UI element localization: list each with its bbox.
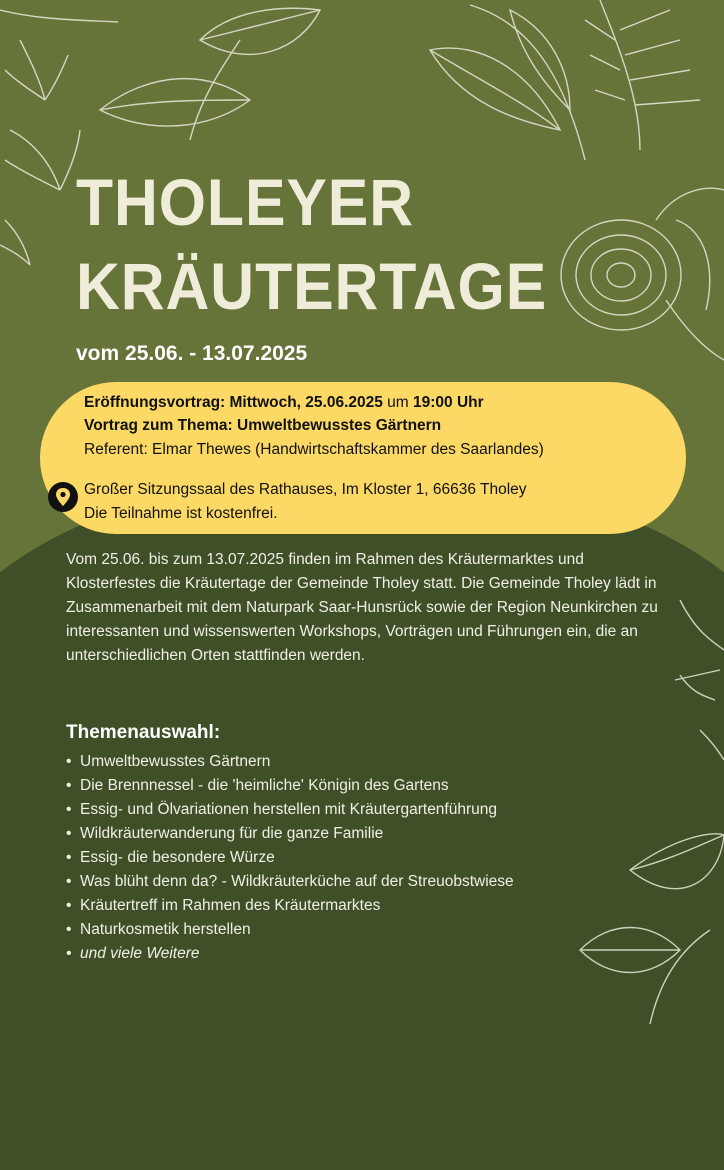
herb-leaf-icon [670,600,724,760]
topics-list [66,750,514,966]
onion-icon [556,160,724,370]
title-line-2: KRÄUTERTAGE [76,249,548,323]
opening-talk-time: 19:00 Uhr [413,394,484,411]
opening-talk-date: Eröffnungsvortrag: Mittwoch, 25.06.2025 [84,394,383,411]
list-item: • Kräutertreff im Rahmen des Kräutermarktes [66,894,514,918]
list-item: • Umweltbewusstes Gärtnern [66,750,514,774]
herb-leaf-icon [580,0,724,160]
herb-leaf-icon [90,0,330,150]
title-line-1: THOLEYER [76,165,414,239]
location-pin-icon [48,482,78,512]
info-box [40,382,686,534]
speaker-line: Referent: Elmar Thewes (Handwirtschaftskammer des Saarlandes) [84,441,544,458]
opening-talk-connector: um [382,394,414,411]
list-item: • Naturkosmetik herstellen [66,918,514,942]
list-item: • Wildkräuterwanderung für die ganze Familie [66,822,514,846]
intro-paragraph: Vom 25.06. bis zum 13.07.2025 finden im Rahmen des Kräutermarktes und Klosterfestes die Kräutertage der Gemeinde Tholey statt. Die Gemeinde Tholey lädt in Zusammenarbeit mit dem Naturpark Saar-Hunsrück sowie der Region Neunkirchen zu interessanten und wissenswerten Workshops, Vorträgen und Führungen ein, die an unterschiedlichen Orten stattfinden werden. [66,551,658,664]
talk-topic-line [84,417,441,435]
list-item: • Essig- die besondere Würze [66,846,514,870]
list-item: • und viele Weitere [66,942,514,966]
topics-heading: Themenauswahl: [66,722,221,743]
location-text: Großer Sitzungssaal des Rathauses, Im Kloster 1, 66636 Tholey [84,481,527,498]
date-range: vom 25.06. - 13.07.2025 [76,342,308,365]
opening-talk-line [84,394,484,412]
list-item: • Was blüht denn da? - Wildkräuterküche auf der Streuobstwiese [66,870,514,894]
list-item: • Die Brennnessel - die 'heimliche' Königin des Gartens [66,774,514,798]
page-title [76,160,547,328]
admission-text: Die Teilnahme ist kostenfrei. [84,505,278,522]
herb-leaf-icon [410,0,600,170]
talk-topic: Vortrag zum Thema: Umweltbewusstes Gärtnern [84,417,442,434]
list-item: • Essig- und Ölvariationen herstellen mit Kräutergartenführung [66,798,514,822]
herb-leaf-icon [570,830,724,1024]
